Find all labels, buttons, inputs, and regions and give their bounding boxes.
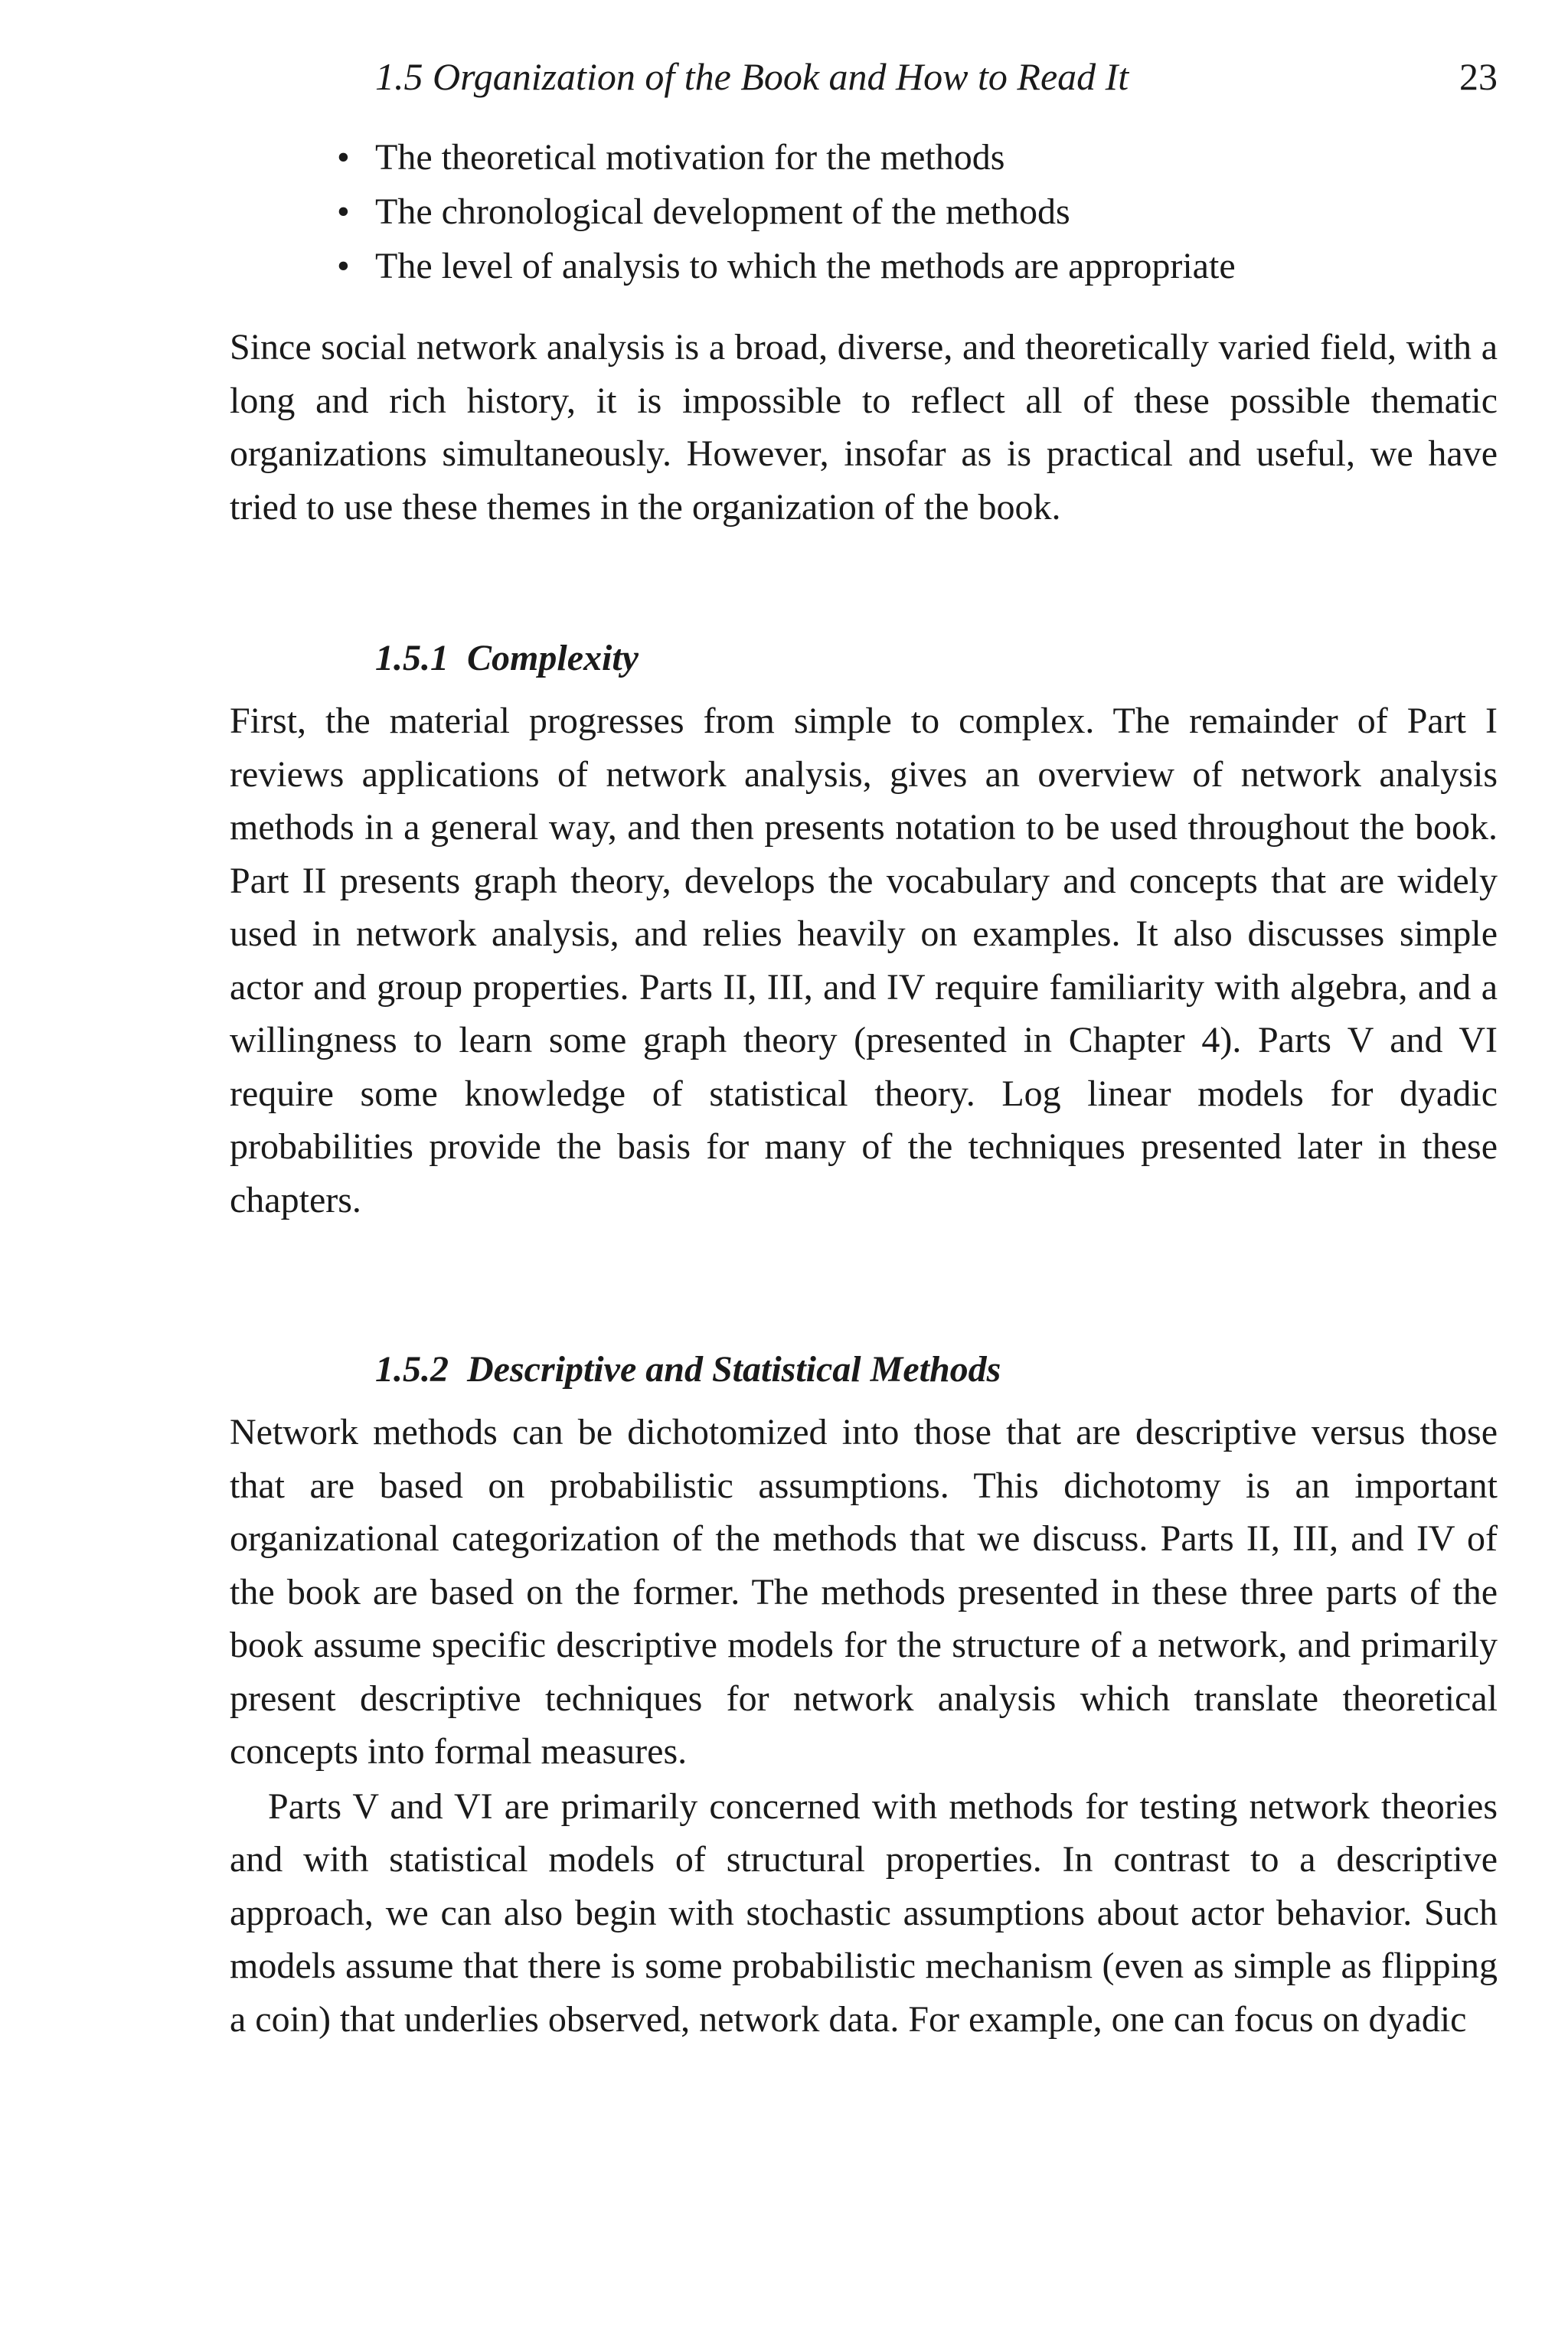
section-title: Complexity — [467, 638, 639, 678]
bullet-dot-icon: • — [337, 246, 350, 286]
bullet-dot-icon: • — [337, 191, 350, 232]
bullet-item — [337, 239, 1498, 293]
bullet-text: The chronological development of the methods — [375, 191, 1070, 232]
intro-paragraph: Since social network analysis is a broad, diverse, and theoretically varied field, with a long and rich history, it is impossible to reflect all of these possible thematic organizations simultaneously. However, insofar as is practical and useful, we have tried to use these themes in the organization of the book. — [230, 327, 1498, 528]
descriptive-paragraph: Network methods can be dichotomized into those that are descriptive versus those that are based on probabilistic assumptions. This dichotomy is an important organizational categorization of the methods that we discuss. Parts II, III, and IV of the book are based on the former. The methods presented in these three parts of the book assume specific descriptive models for the structure of a network, and primarily present descriptive techniques for network analysis which translate theoretical concepts into formal measures. — [230, 1412, 1498, 1772]
bullet-dot-icon: • — [337, 137, 350, 178]
bullet-text: The theoretical motivation for the methods — [375, 137, 1005, 178]
running-header — [230, 46, 1498, 107]
section-number: 1.5.1 — [375, 638, 449, 678]
bullet-item — [337, 185, 1498, 239]
book-page — [230, 46, 1498, 2046]
complexity-paragraph: First, the material progresses from simple to complex. The remainder of Part I reviews applications of network analysis, gives an overview of network analysis methods in a general way, and then presents notation to be used throughout the book. Part II presents graph theory, develops the vocabulary and concepts that are widely used in network analysis, and relies heavily on examples. It also discusses simple actor and group properties. Parts II, III, and IV require familiarity with algebra, and a willingness to learn some graph theory (presented in Chapter 4). Parts V and VI require some knowledge of statistical theory. Log linear models for dyadic probabilities provide the basis for many of the techniques presented later in these chapters. — [230, 701, 1498, 1220]
section-heading-complexity — [230, 632, 1498, 685]
bullet-text: The level of analysis to which the methods are appropriate — [375, 246, 1236, 286]
statistical-paragraph: Parts V and VI are primarily concerned with methods for testing network theories and with statistical models of structural properties. In contrast to a descriptive approach, we can also begin with stochastic assumptions about actor behavior. Such models assume that there is some probabilistic mechanism (even as simple as flipping a coin) that underlies observed, network data. For example, one can focus on dyadic — [230, 1785, 1498, 2040]
section-heading-descriptive-statistical — [230, 1343, 1498, 1397]
running-title: 1.5 Organization of the Book and How to Read It — [375, 55, 1129, 98]
section-title: Descriptive and Statistical Methods — [467, 1349, 1001, 1390]
page-number: 23 — [1459, 55, 1498, 98]
bullet-item — [337, 130, 1498, 185]
section-number: 1.5.2 — [375, 1349, 449, 1390]
bullet-list — [230, 130, 1498, 293]
